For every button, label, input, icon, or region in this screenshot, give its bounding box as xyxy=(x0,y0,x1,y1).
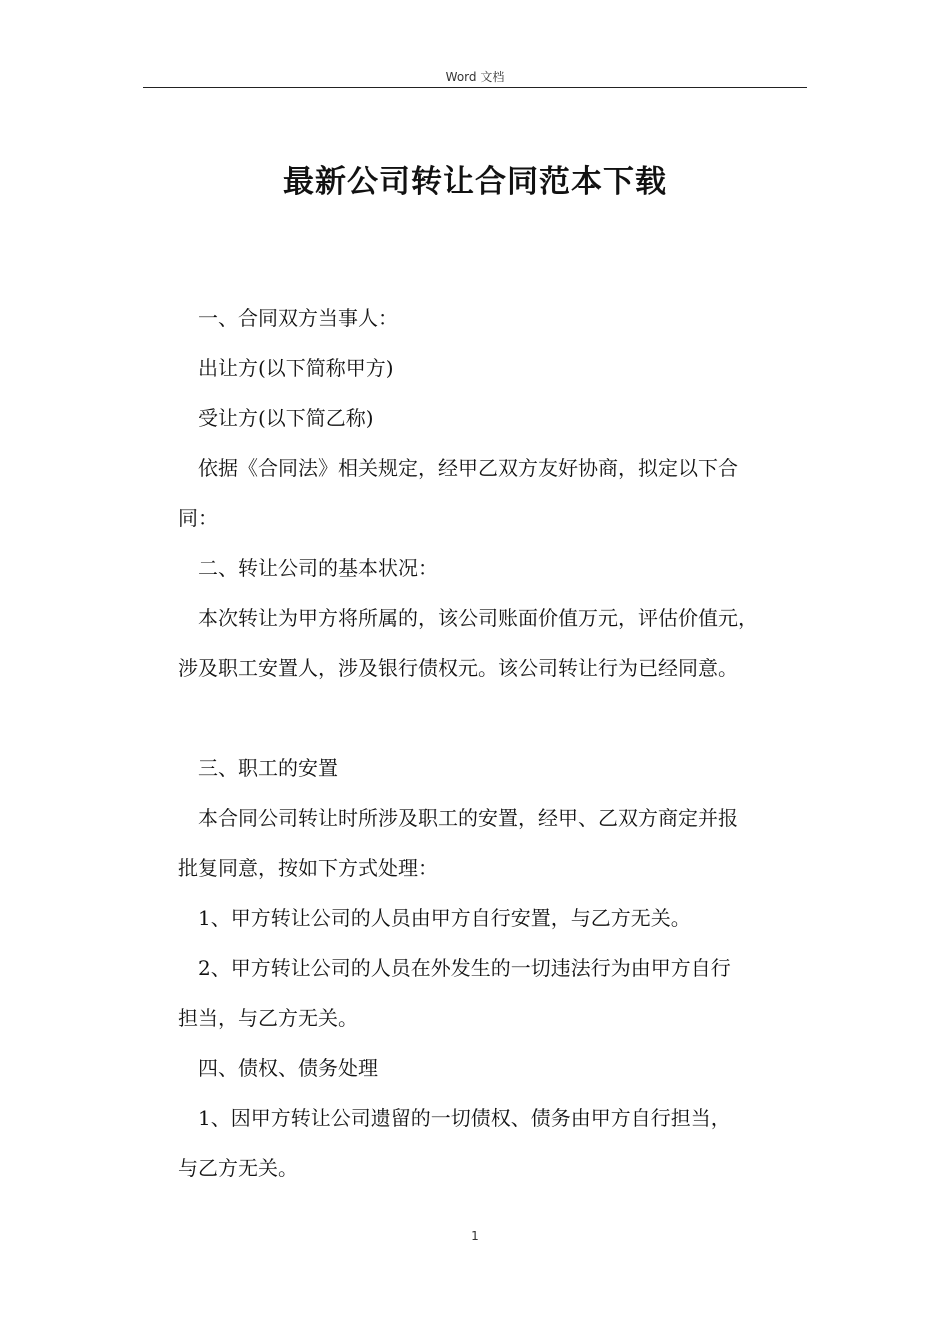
paragraph-line: 同： xyxy=(178,506,218,530)
header-divider xyxy=(143,87,807,88)
paragraph-line: 出让方(以下简称甲方) xyxy=(198,356,394,380)
document-title: 最新公司转让合同范本下载 xyxy=(283,164,667,200)
page-header: Word 文档 xyxy=(445,70,505,84)
paragraph-line: 二、转让公司的基本状况： xyxy=(198,556,438,580)
blank-line xyxy=(178,693,808,743)
paragraph-line: 本合同公司转让时所涉及职工的安置，经甲、乙双方商定并报 xyxy=(198,806,738,830)
paragraph-line: 与乙方无关。 xyxy=(178,1156,298,1180)
document-body xyxy=(178,293,808,1193)
paragraph-line: 三、职工的安置 xyxy=(198,756,338,780)
paragraph-line: 依据《合同法》相关规定，经甲乙双方友好协商，拟定以下合 xyxy=(198,456,738,480)
paragraph-line: 1、甲方转让公司的人员由甲方自行安置，与乙方无关。 xyxy=(198,906,691,930)
paragraph-line: 四、债权、债务处理 xyxy=(198,1056,378,1080)
paragraph-line: 批复同意，按如下方式处理： xyxy=(178,856,438,880)
paragraph-line: 1、因甲方转让公司遗留的一切债权、债务由甲方自行担当， xyxy=(198,1106,731,1130)
paragraph-line: 受让方(以下简乙称) xyxy=(198,406,374,430)
paragraph-line: 一、合同双方当事人： xyxy=(198,306,398,330)
paragraph-line: 担当，与乙方无关。 xyxy=(178,1006,358,1030)
paragraph-line: 2、甲方转让公司的人员在外发生的一切违法行为由甲方自行 xyxy=(198,956,731,980)
page-number: 1 xyxy=(471,1229,479,1243)
paragraph-line: 涉及职工安置人，涉及银行债权元。该公司转让行为已经同意。 xyxy=(178,656,738,680)
paragraph-line: 本次转让为甲方将所属的，该公司账面价值万元，评估价值元， xyxy=(198,606,758,630)
